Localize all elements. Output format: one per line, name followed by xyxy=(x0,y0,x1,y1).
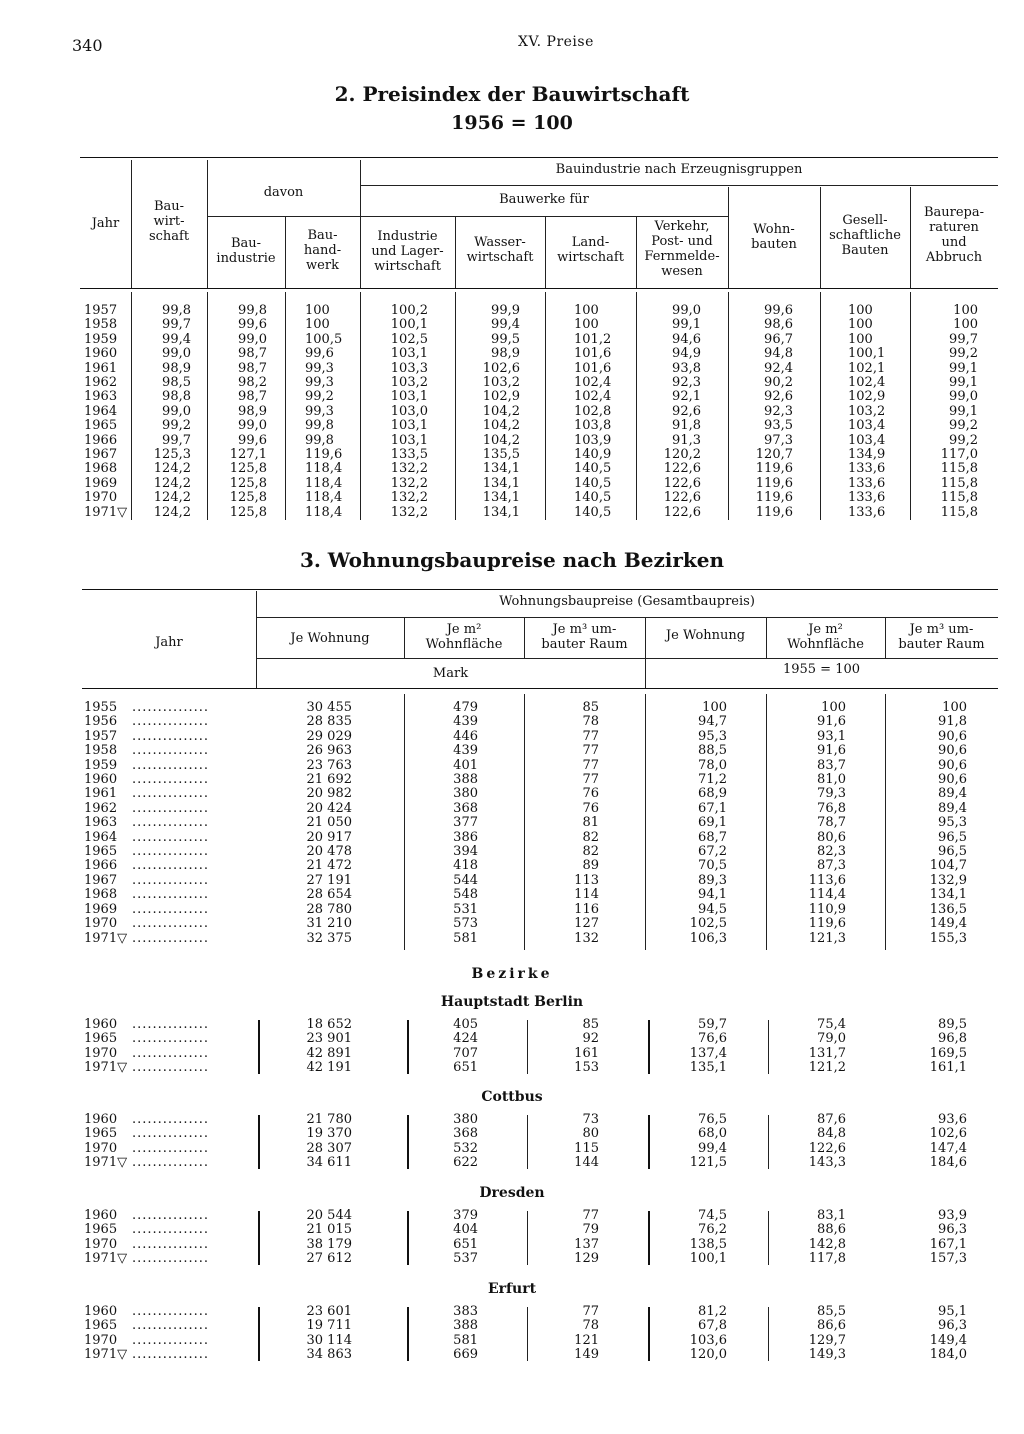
t2-header-baureparaturen: Baurepa- raturen und Abbruch xyxy=(923,205,985,265)
t3-col-dots: ............... ............... ............... ............... xyxy=(132,1304,209,1363)
t3-column-rule xyxy=(648,1307,650,1361)
t2-col-wasser: 99,9 99,4 99,5 98,9 102,6 103,2 102,9 104,2 104,2 104,2 135,5 134,1 134,1 134,1 134,1 xyxy=(482,303,520,520)
t3-col-je-m2: 405 424 707 651 xyxy=(453,1017,478,1076)
t2-col-bauhandwerk: 100 100 100,5 99,6 99,3 99,3 99,2 99,3 99,8 99,8 119,6 118,4 118,4 118,4 118,4 xyxy=(305,303,343,520)
t3-col-dots: ............... ............... ............... ............... xyxy=(132,1208,209,1267)
t3-col-dots: ............... ............... ............... ............... xyxy=(132,1017,209,1076)
page-number: 340 xyxy=(72,36,103,55)
t3-column-rule xyxy=(407,1307,409,1361)
t3-col-jahr: 1955 1956 1957 1958 1959 1960 1961 1962 1963 1964 1965 1966 1967 1968 1969 1970 1971▽ xyxy=(84,700,128,946)
t2-header-bauwerke: Bauwerke für xyxy=(499,192,589,207)
t3-col-je-m3: 73 80 115 144 xyxy=(574,1112,599,1171)
t3-col-je-wohnung: 18 652 23 901 42 891 42 191 xyxy=(306,1017,352,1076)
t3-header-je-m3-index: Je m³ um- bauter Raum xyxy=(898,622,985,652)
table2-subtitle: 1956 = 100 xyxy=(451,112,573,134)
t3-column-rule xyxy=(527,1307,528,1361)
t2-header-industrie: Industrie und Lager- wirtschaft xyxy=(371,229,444,274)
t3-column-rule xyxy=(258,1020,260,1074)
t3-column-rule xyxy=(648,1020,650,1074)
t3-col-jahr: 1960 1965 1970 1971▽ xyxy=(84,1304,128,1363)
t3-header-je-wohnung-index: Je Wohnung xyxy=(665,628,746,643)
t3-col-index-m2: 100 91,6 93,1 91,6 83,7 81,0 79,3 76,8 78,7 80,6 82,3 87,3 113,6 114,4 110,9 119,6 121,3 xyxy=(808,700,846,946)
t3-column-rule xyxy=(527,1115,528,1169)
t3-col-index-m3: 93,6 102,6 147,4 184,6 xyxy=(929,1112,967,1171)
t3-col-index-wohnung: 100 94,7 95,3 88,5 78,0 71,2 68,9 67,1 69,1 68,7 67,2 70,5 89,3 94,1 94,5 102,5 106,3 xyxy=(689,700,727,946)
t2-header-erzeugnisgruppen: Bauindustrie nach Erzeugnisgruppen xyxy=(555,162,803,177)
t3-header-je-m3: Je m³ um- bauter Raum xyxy=(541,622,628,652)
t3-column-rule xyxy=(407,1211,409,1265)
running-head: XV. Preise xyxy=(518,34,594,50)
table3-title: 3. Wohnungsbaupreise nach Bezirken xyxy=(299,548,725,572)
t3-column-rule xyxy=(258,1307,260,1361)
t3-header-je-m2: Je m² Wohnfläche xyxy=(425,622,503,652)
t3-col-index-m2: 83,1 88,6 142,8 117,8 xyxy=(808,1208,846,1267)
t3-col-je-wohnung: 30 455 28 835 29 029 26 963 23 763 21 692 20 982 20 424 21 050 20 917 20 478 21 472 27 191 28 654 28 780 31 210 32 375 xyxy=(306,700,352,946)
t2-col-verkehr: 99,0 99,1 94,6 94,9 93,8 92,3 92,1 92,6 91,8 91,3 120,2 122,6 122,6 122,6 122,6 xyxy=(663,303,701,520)
t2-col-wohnbauten: 99,6 98,6 96,7 94,8 92,4 90,2 92,6 92,3 93,5 97,3 120,7 119,6 119,6 119,6 119,6 xyxy=(755,303,793,520)
t3-col-index-m2: 87,6 84,8 122,6 143,3 xyxy=(808,1112,846,1171)
t3-column-rule xyxy=(258,1211,260,1265)
t3-col-je-m2: 380 368 532 622 xyxy=(453,1112,478,1171)
t3-col-je-m3: 77 78 121 149 xyxy=(574,1304,599,1363)
t3-column-rule xyxy=(407,1115,409,1169)
t3-col-je-m2: 479 439 446 439 401 388 380 368 377 386 394 418 544 548 531 573 581 xyxy=(453,700,478,946)
t3-col-je-wohnung: 21 780 19 370 28 307 34 611 xyxy=(306,1112,352,1171)
t3-column-rule xyxy=(527,1211,528,1265)
t3-col-index-m2: 75,4 79,0 131,7 121,2 xyxy=(808,1017,846,1076)
t3-col-index-m3: 95,1 96,3 149,4 184,0 xyxy=(929,1304,967,1363)
t3-col-index-m3: 100 91,8 90,6 90,6 90,6 90,6 89,4 89,4 95,3 96,5 96,5 104,7 132,9 134,1 136,5 149,4 155,3 xyxy=(929,700,967,946)
t3-column-rule xyxy=(768,1020,769,1074)
t3-col-je-wohnung: 20 544 21 015 38 179 27 612 xyxy=(306,1208,352,1267)
t3-header-index: 1955 = 100 xyxy=(782,662,861,677)
t3-column-rule xyxy=(768,1211,769,1265)
t3-bezirk-name: Hauptstadt Berlin xyxy=(440,994,584,1010)
t3-header-jahr: Jahr xyxy=(155,635,183,650)
t3-col-je-m2: 383 388 581 669 xyxy=(453,1304,478,1363)
t3-col-index-wohnung: 76,5 68,0 99,4 121,5 xyxy=(689,1112,727,1171)
t3-header-je-wohnung: Je Wohnung xyxy=(290,631,370,646)
t3-bezirke-label: Bezirke xyxy=(471,966,553,982)
t3-column-rule xyxy=(407,1020,409,1074)
t3-col-je-m3: 85 92 161 153 xyxy=(574,1017,599,1076)
t2-col-jahr: 1957 1958 1959 1960 1961 1962 1963 1964 1965 1966 1967 1968 1969 1970 1971▽ xyxy=(84,303,128,520)
t2-header-jahr: Jahr xyxy=(91,216,120,231)
t3-col-index-m2: 85,5 86,6 129,7 149,3 xyxy=(808,1304,846,1363)
t2-header-wohnbauten: Wohn- bauten xyxy=(751,222,797,252)
t3-bezirk-name: Cottbus xyxy=(481,1089,543,1105)
t2-col-bauindustrie: 99,8 99,6 99,0 98,7 98,7 98,2 98,7 98,9 99,0 99,6 127,1 125,8 125,8 125,8 125,8 xyxy=(229,303,267,520)
t3-header-group: Wohnungsbaupreise (Gesamtbaupreis) xyxy=(499,594,755,609)
t3-col-jahr: 1960 1965 1970 1971▽ xyxy=(84,1112,128,1171)
t3-col-index-m3: 89,5 96,8 169,5 161,1 xyxy=(929,1017,967,1076)
t3-col-je-m3: 77 79 137 129 xyxy=(574,1208,599,1267)
t2-col-gesellschaftlich: 100 100 100 100,1 102,1 102,4 102,9 103,2 103,4 103,4 134,9 133,6 133,6 133,6 133,6 xyxy=(848,303,886,520)
t3-col-index-m3: 93,9 96,3 167,1 157,3 xyxy=(929,1208,967,1267)
t3-col-je-wohnung: 23 601 19 711 30 114 34 863 xyxy=(306,1304,352,1363)
t2-col-industrie: 100,2 100,1 102,5 103,1 103,3 103,2 103,1 103,0 103,1 103,1 133,5 132,2 132,2 132,2 132,2 xyxy=(390,303,428,520)
t3-col-je-m3: 85 78 77 77 77 77 76 76 81 82 82 89 113 114 116 127 132 xyxy=(574,700,599,946)
t3-col-jahr: 1960 1965 1970 1971▽ xyxy=(84,1017,128,1076)
t3-column-rule xyxy=(648,1115,650,1169)
t2-header-davon: davon xyxy=(263,185,304,200)
t2-header-land: Land- wirtschaft xyxy=(557,235,624,265)
t2-header-bauhandwerk: Bau- hand- werk xyxy=(303,228,342,273)
t2-col-land: 100 100 101,2 101,6 101,6 102,4 102,4 102,8 103,8 103,9 140,9 140,5 140,5 140,5 140,5 xyxy=(574,303,612,520)
t3-col-index-wohnung: 59,7 76,6 137,4 135,1 xyxy=(689,1017,727,1076)
table2-title: 2. Preisindex der Bauwirtschaft xyxy=(334,82,690,106)
t3-header-je-m2-index: Je m² Wohnfläche xyxy=(787,622,864,652)
t3-column-rule xyxy=(768,1115,769,1169)
t2-header-wasser: Wasser- wirtschaft xyxy=(466,235,534,265)
t2-header-gesellschaftlich: Gesell- schaftliche Bauten xyxy=(829,213,901,258)
t3-col-je-m2: 379 404 651 537 xyxy=(453,1208,478,1267)
t3-column-rule xyxy=(258,1115,260,1169)
t3-col-dots: ............... ............... ............... ............... xyxy=(132,1112,209,1171)
t2-col-baureparaturen: 100 100 99,7 99,2 99,1 99,1 99,0 99,1 99,2 99,2 117,0 115,8 115,8 115,8 115,8 xyxy=(940,303,978,520)
t3-col-jahr: 1960 1965 1970 1971▽ xyxy=(84,1208,128,1267)
t3-col-index-wohnung: 74,5 76,2 138,5 100,1 xyxy=(689,1208,727,1267)
t3-header-mark: Mark xyxy=(432,666,469,681)
t3-bezirk-name: Dresden xyxy=(479,1185,545,1201)
t3-bezirk-name: Erfurt xyxy=(487,1281,537,1297)
t2-col-bauwirtschaft: 99,8 99,7 99,4 99,0 98,9 98,5 98,8 99,0 99,2 99,7 125,3 124,2 124,2 124,2 124,2 xyxy=(153,303,191,520)
t2-header-bauindustrie: Bau- industrie xyxy=(216,236,276,266)
t3-col-index-wohnung: 81,2 67,8 103,6 120,0 xyxy=(689,1304,727,1363)
t2-header-bauwirtschaft: Bau- wirt- schaft xyxy=(148,199,190,244)
t3-column-rule xyxy=(768,1307,769,1361)
t3-column-rule xyxy=(527,1020,528,1074)
t3-col-dots: ............... ............... ............... ............... ............... ............... ............... ............... ............... ............... ............... ............... ............... ............... ............... ............... ............... xyxy=(132,700,209,946)
t2-header-verkehr: Verkehr, Post- und Fernmelde- wesen xyxy=(644,219,720,279)
t3-column-rule xyxy=(648,1211,650,1265)
